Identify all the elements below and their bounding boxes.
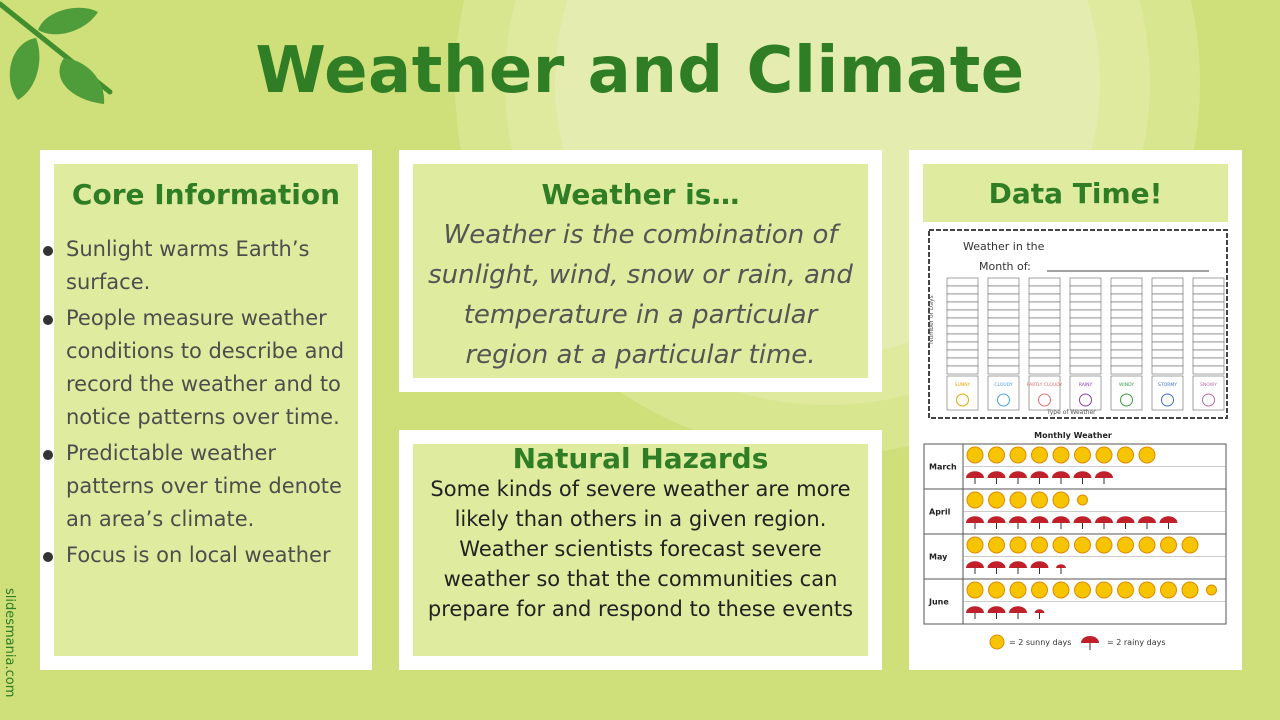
tally-cell (1152, 286, 1183, 294)
weather-definition-card (399, 150, 882, 392)
tally-cell (947, 278, 978, 286)
tally-cell (1193, 286, 1224, 294)
site-credit: slidesmania.com (2, 588, 17, 698)
weather-type-box (1152, 376, 1183, 410)
tally-cell (988, 294, 1019, 302)
worksheet-title-line2: Month of: (979, 260, 1031, 273)
natural-hazards-card (399, 430, 882, 670)
list-item: Focus is on local weather (40, 539, 358, 572)
sun-icon (1139, 582, 1155, 598)
tally-cell (1152, 302, 1183, 310)
tally-cell (1111, 310, 1142, 318)
sun-icon (1118, 447, 1134, 463)
worksheet-columns (947, 278, 1224, 410)
sun-icon (1182, 537, 1198, 553)
tally-cell (1029, 350, 1060, 358)
tally-cell (1070, 302, 1101, 310)
sun-icon (1032, 492, 1048, 508)
sun-icon (1053, 492, 1069, 508)
sun-icon (1096, 447, 1112, 463)
sun-icon (1161, 537, 1177, 553)
legend-sunny-label: = 2 sunny days (1009, 638, 1072, 647)
tally-cell (1029, 310, 1060, 318)
sun-icon (1053, 582, 1069, 598)
sun-icon (1078, 495, 1088, 505)
tally-cell (988, 358, 1019, 366)
tally-cell (1152, 342, 1183, 350)
tally-cell (947, 342, 978, 350)
core-information-card (40, 150, 372, 670)
natural-hazards-heading: Natural Hazards (512, 442, 769, 475)
pictograph-legend (990, 635, 1166, 650)
sun-icon (989, 447, 1005, 463)
sun-icon (989, 537, 1005, 553)
tally-cell (1193, 278, 1224, 286)
tally-cell (1029, 358, 1060, 366)
tally-cell (988, 302, 1019, 310)
tally-cell (988, 350, 1019, 358)
tally-cell (1152, 358, 1183, 366)
sun-icon (990, 635, 1004, 649)
tally-cell (1111, 334, 1142, 342)
tally-cell (1029, 318, 1060, 326)
tally-cell (1111, 294, 1142, 302)
sun-icon (1139, 537, 1155, 553)
sun-icon (1010, 582, 1026, 598)
month-label: March (929, 462, 957, 472)
tally-cell (947, 286, 978, 294)
sun-icon (1053, 537, 1069, 553)
umbrella-icon (1081, 636, 1099, 643)
data-time-heading: Data Time! (923, 164, 1228, 222)
worksheet-y-label: Number of Days (928, 295, 935, 344)
tally-cell (1193, 318, 1224, 326)
tally-cell (1111, 302, 1142, 310)
worksheet-title-line1: Weather in the (963, 240, 1045, 253)
weather-type-box (947, 376, 978, 410)
tally-cell (1152, 294, 1183, 302)
sun-icon (967, 492, 983, 508)
slide-title: Weather and Climate (255, 34, 1025, 108)
tally-cell (947, 358, 978, 366)
weather-tally-worksheet (927, 228, 1229, 422)
weather-type-label: SUNNY (954, 383, 971, 388)
tally-cell (1070, 342, 1101, 350)
sun-icon (1010, 447, 1026, 463)
tally-cell (947, 366, 978, 374)
monthly-weather-pictograph (923, 428, 1229, 664)
tally-cell (1111, 286, 1142, 294)
tally-cell (947, 326, 978, 334)
tally-cell (1193, 302, 1224, 310)
month-label: May (929, 552, 948, 562)
tally-cell (1070, 358, 1101, 366)
sun-icon (1053, 447, 1069, 463)
tally-cell (947, 294, 978, 302)
tally-cell (1029, 334, 1060, 342)
weather-type-label: PARTLY CLOUDY (1026, 383, 1063, 388)
tally-cell (947, 350, 978, 358)
weather-type-box (1029, 376, 1060, 410)
weather-type-box (988, 376, 1019, 410)
worksheet-x-label: Type of Weather (1047, 409, 1096, 416)
tally-cell (988, 334, 1019, 342)
tally-cell (1193, 350, 1224, 358)
list-item: Predictable weather patterns over time denote an area’s climate. (40, 437, 358, 536)
tally-cell (1152, 326, 1183, 334)
sun-icon (1118, 537, 1134, 553)
tally-cell (1029, 342, 1060, 350)
tally-cell (1070, 326, 1101, 334)
sun-icon (1096, 582, 1112, 598)
tally-cell (947, 334, 978, 342)
tally-cell (1111, 350, 1142, 358)
weather-type-label: CLOUDY (994, 383, 1013, 388)
tally-cell (1070, 318, 1101, 326)
sun-icon (1096, 537, 1112, 553)
tally-cell (1111, 326, 1142, 334)
weather-type-label: WINDY (1118, 383, 1135, 388)
tally-cell (1193, 342, 1224, 350)
tally-cell (1029, 366, 1060, 374)
tally-cell (1152, 334, 1183, 342)
tally-cell (947, 318, 978, 326)
tally-cell (1193, 326, 1224, 334)
list-item: People measure weather conditions to describe and record the weather and to notice patterns over time. (40, 302, 358, 434)
month-label: April (929, 507, 951, 517)
core-information-heading: Core Information (71, 178, 341, 211)
tally-cell (1070, 286, 1101, 294)
tally-cell (1070, 366, 1101, 374)
tally-cell (1070, 350, 1101, 358)
list-item: Sunlight warms Earth’s surface. (40, 233, 358, 299)
sun-icon (1010, 492, 1026, 508)
tally-cell (1029, 278, 1060, 286)
weather-type-label: SNOWY (1200, 383, 1217, 388)
tally-cell (988, 286, 1019, 294)
tally-cell (988, 326, 1019, 334)
natural-hazards-text: Some kinds of severe weather are more likely than others in a given region. Weather scientists forecast severe weather so that the communities can prepare for and respond to these events (427, 477, 854, 621)
sun-icon (1032, 582, 1048, 598)
tally-cell (988, 318, 1019, 326)
sun-icon (989, 582, 1005, 598)
data-time-card (909, 150, 1242, 670)
sun-icon (1032, 537, 1048, 553)
sun-icon (967, 537, 983, 553)
tally-cell (1152, 318, 1183, 326)
weather-heading: Weather is… (541, 178, 740, 211)
core-information-list (54, 233, 358, 572)
tally-cell (1193, 294, 1224, 302)
tally-cell (1111, 366, 1142, 374)
tally-cell (1152, 350, 1183, 358)
tally-cell (1070, 310, 1101, 318)
sun-icon (967, 447, 983, 463)
tally-cell (1193, 366, 1224, 374)
weather-type-box (1193, 376, 1224, 410)
tally-cell (1070, 334, 1101, 342)
sun-icon (1075, 582, 1091, 598)
monthly-weather-title: Monthly Weather (1034, 431, 1112, 440)
tally-cell (1193, 358, 1224, 366)
tally-cell (947, 310, 978, 318)
sun-icon (1075, 447, 1091, 463)
tally-cell (988, 278, 1019, 286)
tally-cell (1152, 310, 1183, 318)
tally-cell (1111, 318, 1142, 326)
weather-type-box (1111, 376, 1142, 410)
tally-cell (1111, 342, 1142, 350)
tally-cell (947, 302, 978, 310)
tally-cell (1193, 334, 1224, 342)
sun-icon (1032, 447, 1048, 463)
tally-cell (1111, 278, 1142, 286)
tally-cell (1152, 366, 1183, 374)
tally-cell (1070, 294, 1101, 302)
sun-icon (1207, 585, 1217, 595)
tally-cell (988, 310, 1019, 318)
tally-cell (1152, 278, 1183, 286)
sun-icon (967, 582, 983, 598)
sun-icon (1010, 537, 1026, 553)
tally-cell (988, 342, 1019, 350)
tally-cell (988, 366, 1019, 374)
tally-cell (1029, 302, 1060, 310)
tally-cell (1029, 326, 1060, 334)
sun-icon (1139, 447, 1155, 463)
tally-cell (1111, 358, 1142, 366)
month-label: June (929, 597, 949, 607)
tally-cell (1193, 310, 1224, 318)
weather-type-box (1070, 376, 1101, 410)
sun-icon (1075, 537, 1091, 553)
sun-icon (1182, 582, 1198, 598)
tally-cell (1029, 286, 1060, 294)
weather-definition-text: Weather is the combination of sunlight, wind, snow or rain, and temperature in a particular region at a particular time. (428, 220, 853, 370)
sun-icon (1118, 582, 1134, 598)
tally-cell (1070, 278, 1101, 286)
legend-rainy-label: = 2 rainy days (1107, 638, 1166, 647)
tally-cell (1029, 294, 1060, 302)
weather-type-label: RAINY (1078, 383, 1093, 388)
sun-icon (1161, 582, 1177, 598)
weather-type-label: STORMY (1158, 383, 1177, 388)
sun-icon (989, 492, 1005, 508)
